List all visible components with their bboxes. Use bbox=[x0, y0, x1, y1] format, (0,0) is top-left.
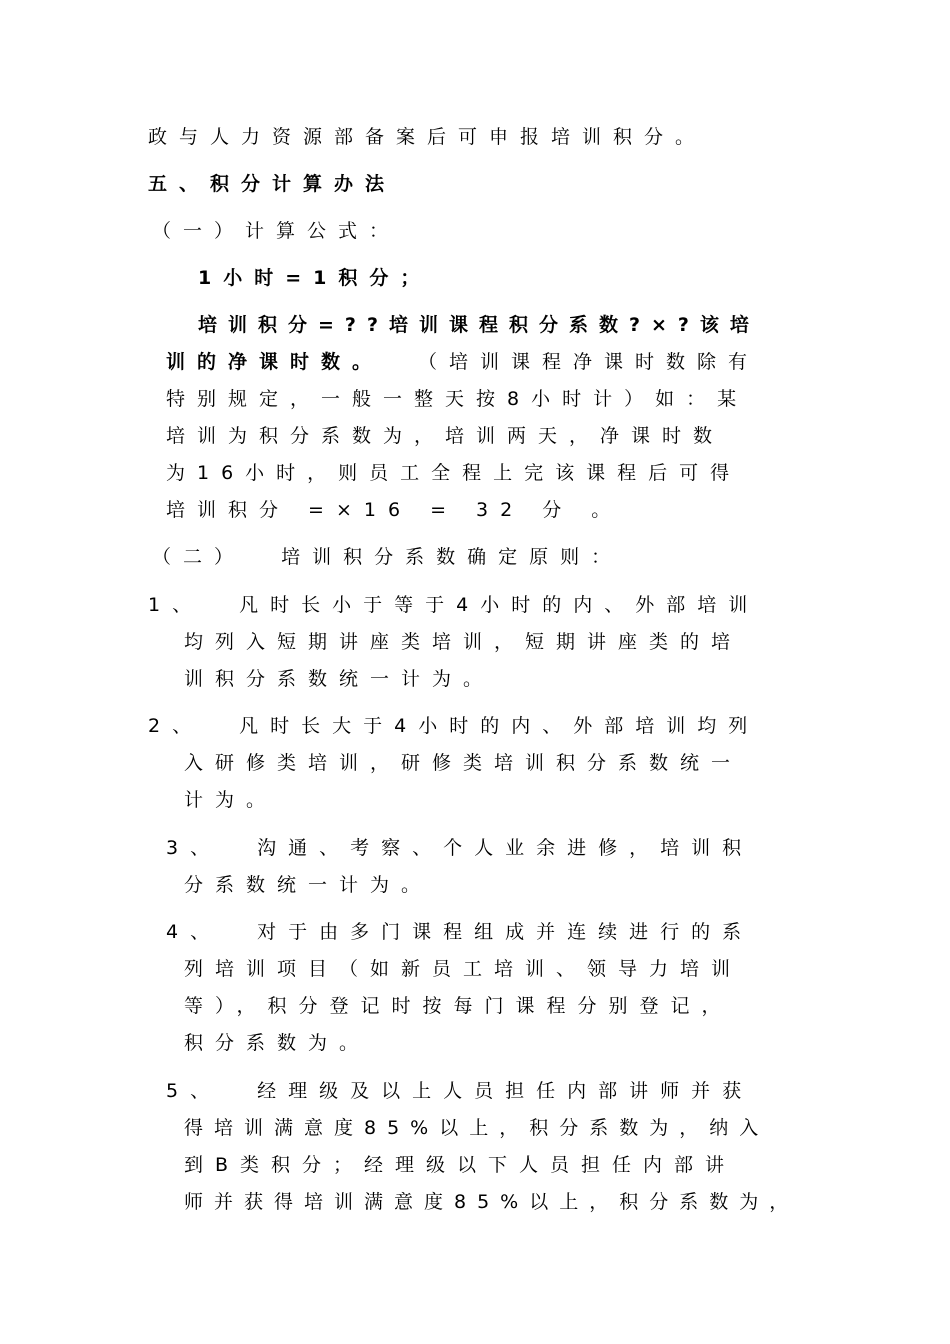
text-line: 师并获得培训满意度85%以上，积分系数为， bbox=[184, 1191, 800, 1213]
text-line: 列培训项目（如新员工培训、领导力培训 bbox=[184, 958, 743, 980]
list-item: 5、 经理级及以上人员担任内部讲师并获 bbox=[166, 1080, 754, 1102]
list-item: 1、 凡时长小于等于4小时的内、外部培训 bbox=[148, 594, 760, 616]
list-item: 2、 凡时长大于4小时的内、外部培训均列 bbox=[148, 715, 760, 737]
text-line: 训积分系数统一计为。 bbox=[184, 668, 495, 690]
subsection-heading: （一）计算公式： bbox=[152, 220, 401, 242]
text-line: （培训课程净课时数除有 bbox=[418, 351, 760, 373]
text-line: 积分系数为。 bbox=[184, 1032, 371, 1054]
text-line: 为16小时，则员工全程上完该课程后可得 bbox=[166, 462, 742, 484]
formula-line: 训的净课时数。 bbox=[166, 351, 384, 373]
formula-line: 1小时=1积分； bbox=[198, 267, 432, 289]
text-line: 培训积分 =×16 = 32 分 。 bbox=[166, 499, 623, 521]
text-line: 得培训满意度85%以上，积分系数为，纳入 bbox=[184, 1117, 770, 1139]
text-line: 入研修类培训，研修类培训积分系数统一 bbox=[184, 752, 743, 774]
text-line: 计为。 bbox=[184, 789, 278, 811]
text-line: 政与人力资源部备案后可申报培训积分。 bbox=[148, 126, 707, 148]
text-line: 等），积分登记时按每门课程分别登记， bbox=[184, 995, 733, 1017]
section-heading: 五、积分计算办法 bbox=[148, 173, 397, 195]
list-item: 3、 沟通、考察、个人业余进修，培训积 bbox=[166, 837, 754, 859]
text-line: 均列入短期讲座类培训，短期讲座类的培 bbox=[184, 631, 743, 653]
subsection-heading: （二） 培训积分系数确定原则： bbox=[152, 546, 623, 568]
text-line: 到B类积分；经理级以下人员担任内部讲 bbox=[184, 1154, 737, 1176]
text-line: 特别规定，一般一整天按8小时计）如：某 bbox=[166, 388, 749, 410]
formula-line: 培训积分=??培训课程积分系数?×?该培 bbox=[198, 314, 760, 336]
text-line: 分系数统一计为。 bbox=[184, 874, 433, 896]
text-line: 培训为积分系数为，培训两天，净课时数 bbox=[166, 425, 725, 447]
list-item: 4、 对于由多门课程组成并连续进行的系 bbox=[166, 921, 754, 943]
